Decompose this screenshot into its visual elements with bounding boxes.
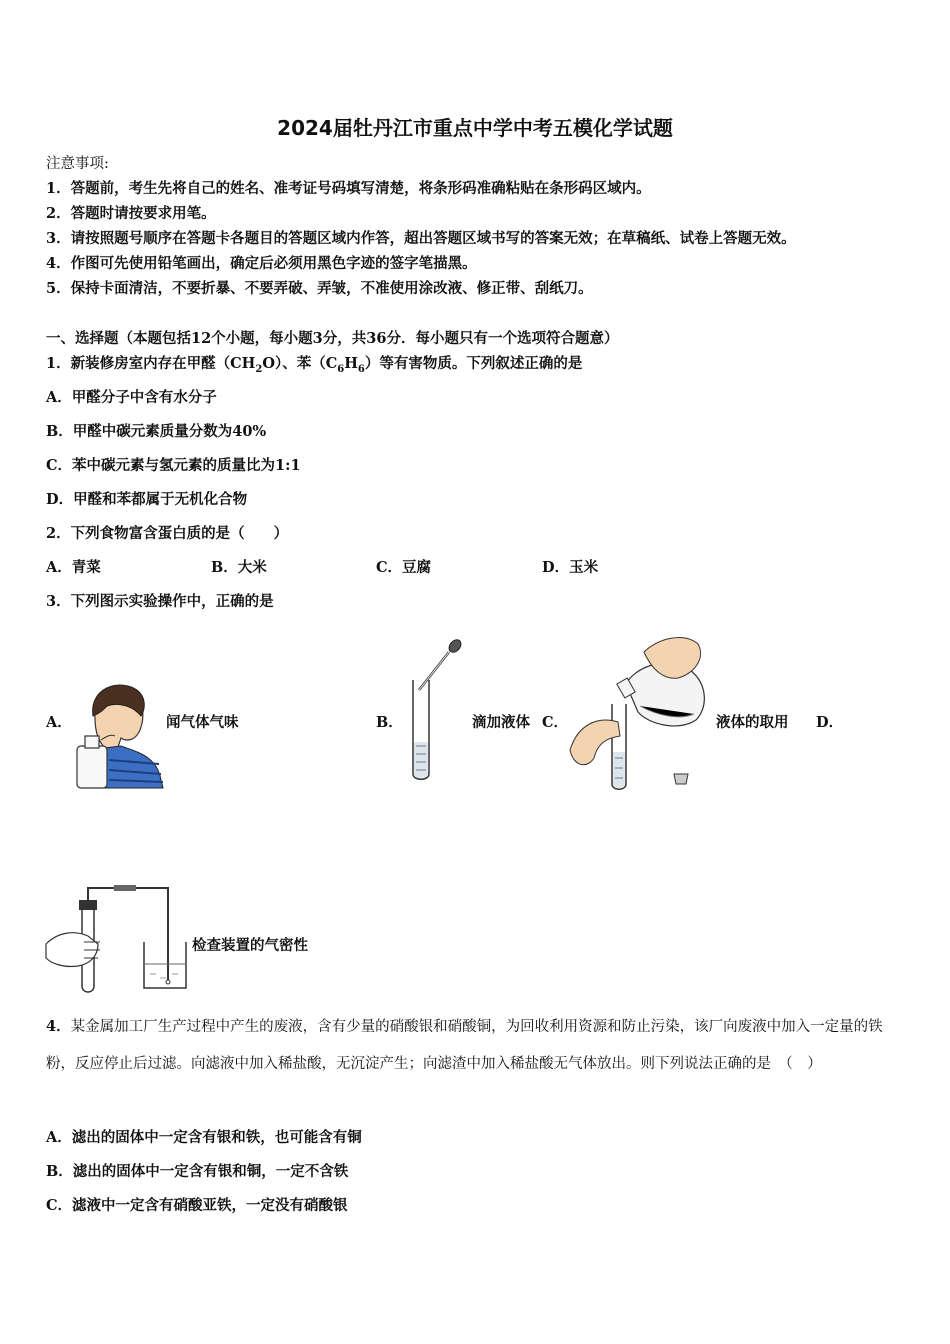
question-3-option-c-caption: 液体的取用	[716, 714, 789, 731]
question-4-option-a: A．滤出的固体中一定含有银和铁，也可能含有铜	[46, 1129, 362, 1146]
question-3-option-b-label: B．	[376, 714, 403, 731]
question-1-option-d: D．甲醛和苯都属于无机化合物	[46, 491, 248, 508]
notice-item: 1．答题前，考生先将自己的姓名、准考证号码填写清楚，将条形码准确粘贴在条形码区域内。	[46, 180, 651, 197]
notice-item: 5．保持卡面清洁，不要折暴、不要弄破、弄皱，不准使用涂改液、修正带、刮纸刀。	[46, 280, 593, 297]
question-2-option-c: C．豆腐	[376, 559, 432, 576]
question-3-option-d-label: D．	[816, 714, 844, 731]
pouring-liquid-illustration	[568, 628, 718, 793]
smell-gas-illustration	[75, 680, 165, 790]
question-1-option-a: A．甲醛分子中含有水分子	[46, 389, 217, 406]
section-heading: 一、选择题（本题包括12个小题，每小题3分，共36分．每小题只有一个选项符合题意）	[46, 330, 619, 347]
notice-item: 4．作图可先使用铅笔画出，确定后必须用黑色字迹的签字笔描黑。	[46, 255, 477, 272]
question-4-option-c: C．滤液中一定含有硝酸亚铁，一定没有硝酸银	[46, 1197, 348, 1214]
notice-heading: 注意事项:	[46, 156, 109, 172]
question-2-stem: 2．下列食物富含蛋白质的是（ ）	[46, 525, 289, 542]
notice-item: 2．答题时请按要求用笔。	[46, 205, 216, 222]
question-3-option-a-label: A．	[46, 714, 72, 731]
question-1-stem: 1．新装修房室内存在甲醛$(CH_2O)$、苯$(C_6H_6)$等有害物质。下列叙述正确的是	[46, 355, 583, 375]
question-3-option-b-caption: 滴加液体	[472, 714, 530, 731]
dropper-test-tube-illustration	[405, 638, 470, 783]
question-4-stem: 4．某金属加工厂生产过程中产生的废液，含有少量的硝酸银和硝酸铜，为回收利用资源和防止污染，该厂向废液中加入一定量的铁粉，反应停止后过滤。向滤液中加入稀盐酸，无沉淀产生；向滤渣中加入稀盐酸无气体放出。则下列说法正确的是 （ ）	[46, 1018, 883, 1072]
question-2-option-b: B．大米	[211, 559, 267, 576]
question-1-option-c: C．苯中碳元素与氢元素的质量比为1:1	[46, 457, 301, 474]
question-4-option-b: B．滤出的固体中一定含有银和铜，一定不含铁	[46, 1163, 349, 1180]
question-3-stem: 3．下列图示实验操作中，正确的是	[46, 593, 274, 610]
question-1-option-b: B．甲醛中碳元素质量分数为40%	[46, 423, 267, 440]
question-3-option-c-label: C．	[542, 714, 569, 731]
notice-item: 3．请按照题号顺序在答题卡各题目的答题区域内作答，超出答题区域书写的答案无效；在草稿纸、试卷上答题无效。	[46, 230, 796, 247]
question-2-option-a: A．青菜	[46, 559, 101, 576]
airtightness-check-illustration	[44, 884, 192, 996]
question-2-option-d: D．玉米	[542, 559, 599, 576]
page-title: 2024届牡丹江市重点中学中考五模化学试题	[277, 116, 673, 140]
question-3-option-d-caption: 检查装置的气密性	[192, 937, 308, 954]
question-3-option-a-caption: 闻气体气味	[166, 714, 239, 731]
